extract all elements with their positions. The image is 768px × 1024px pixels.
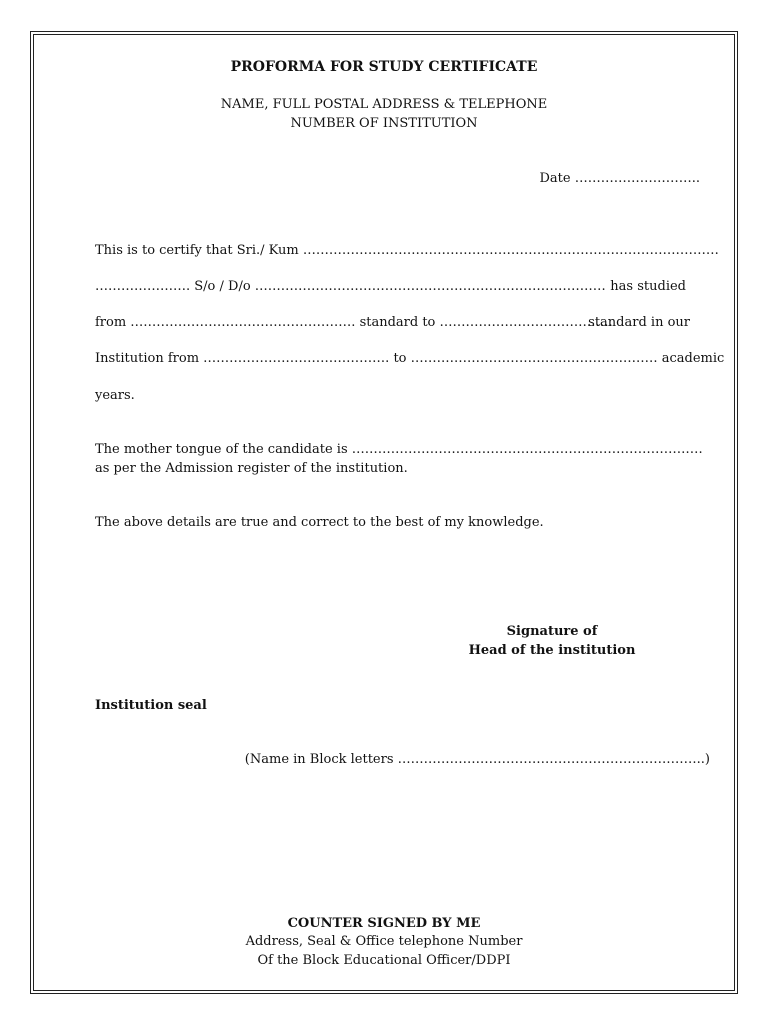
institution-header-line1: NAME, FULL POSTAL ADDRESS & TELEPHONE xyxy=(220,97,548,112)
document-title: PROFORMA FOR STUDY CERTIFICATE xyxy=(230,59,538,75)
institution-header-line2: NUMBER OF INSTITUTION xyxy=(290,116,478,131)
counter-signed-heading: COUNTER SIGNED BY ME xyxy=(287,916,481,931)
certify-line-1: This is to certify that Sri./ Kum …………………………………………………………………………………… xyxy=(95,243,719,258)
certify-line-5: years. xyxy=(95,388,135,403)
name-in-block-letters: (Name in Block letters ……………………………………………………………..) xyxy=(244,752,710,767)
declaration-text: The above details are true and correct to the best of my knowledge. xyxy=(95,515,544,530)
certify-line-3: from ……………………………………………. standard to …………………………………. xyxy=(95,315,613,330)
counter-signed-line-1: Address, Seal & Office telephone Number xyxy=(245,934,523,949)
head-of-institution-label: Head of the institution xyxy=(468,643,636,658)
certify-line-3-end: standard in our xyxy=(588,315,690,330)
date-field: Date ……………………….. xyxy=(539,171,700,186)
mother-tongue-line-1: The mother tongue of the candidate is ……………………………………………………………………… xyxy=(95,442,703,457)
certify-line-2: …………………. S/o / D/o ……………………………………………………………………… xyxy=(95,279,606,294)
counter-signed-line-2: Of the Block Educational Officer/DDPI xyxy=(257,953,511,968)
signature-label: Signature of xyxy=(506,624,598,639)
certify-line-4: Institution from ……………………………………. to ………………………………………………… academic xyxy=(95,351,725,366)
mother-tongue-line-2: as per the Admission register of the institution. xyxy=(95,461,408,476)
certify-line-2-end: has studied xyxy=(610,279,686,294)
institution-seal-label: Institution seal xyxy=(95,698,207,713)
